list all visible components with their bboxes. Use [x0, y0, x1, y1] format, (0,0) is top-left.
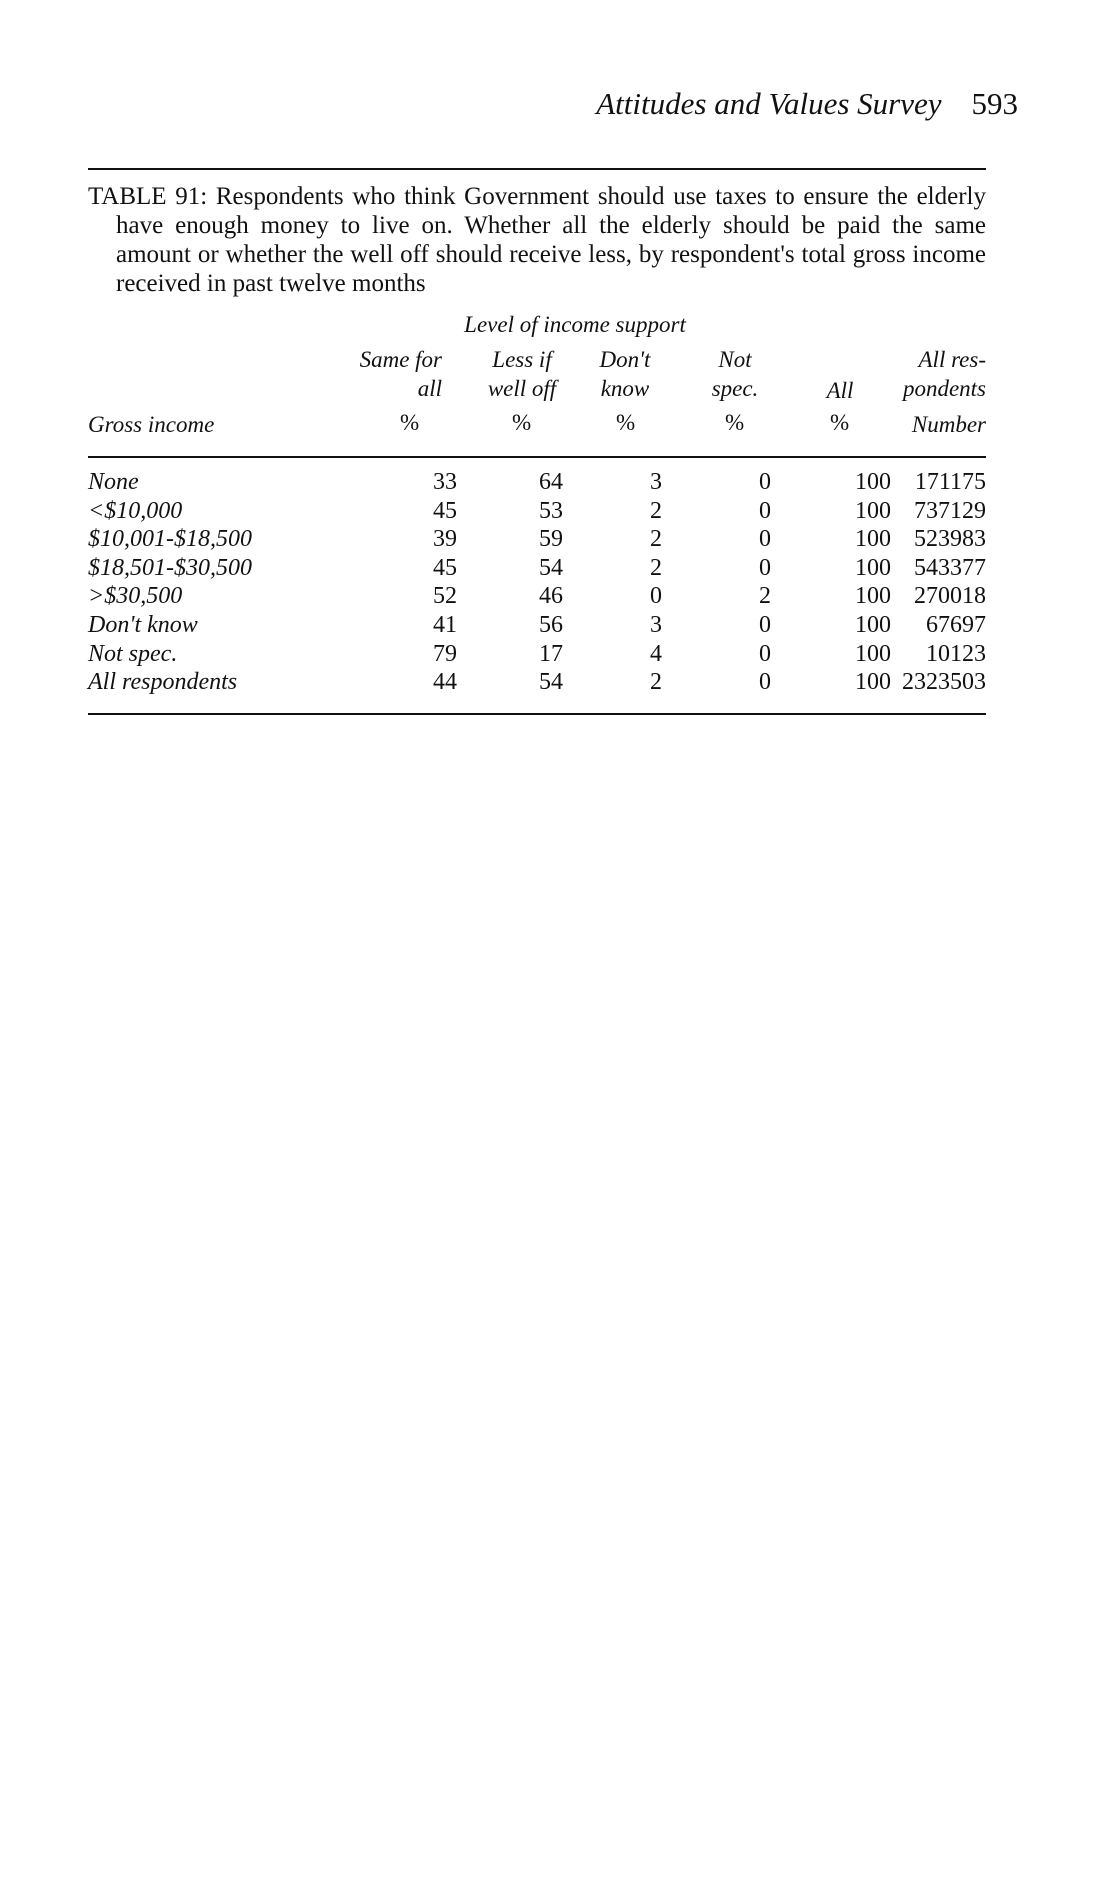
- row-label: All respondents: [88, 669, 238, 696]
- row-label: Not spec.: [88, 640, 178, 667]
- cell-all: 100: [855, 554, 891, 581]
- cell-same-for-all: 45: [433, 554, 457, 581]
- cell-number: 67697: [926, 612, 986, 638]
- cell-dont-know: 0: [650, 583, 662, 610]
- table-row: [88, 641, 986, 670]
- cell-less-if-well-off: 54: [539, 669, 563, 696]
- col-header-all: All: [826, 378, 854, 403]
- col-header-all-respondents-1: All res-: [918, 347, 986, 372]
- unit-number: Number: [911, 412, 986, 437]
- table-row: [88, 669, 986, 698]
- row-label: <$10,000: [88, 497, 183, 524]
- cell-same-for-all: 44: [433, 669, 457, 696]
- col-header-less-if-2: well off: [487, 376, 557, 401]
- cell-less-if-well-off: 64: [539, 469, 563, 495]
- cell-all: 100: [855, 526, 891, 553]
- table-row: [88, 498, 986, 527]
- cell-less-if-well-off: 46: [539, 583, 563, 610]
- table-row: [88, 555, 986, 584]
- cell-number: 523983: [914, 526, 986, 553]
- table-row: [88, 469, 986, 498]
- row-label: >$30,500: [88, 583, 183, 610]
- cell-same-for-all: 45: [433, 497, 457, 524]
- cell-number: 737129: [914, 497, 986, 524]
- cell-less-if-well-off: 53: [539, 497, 563, 524]
- row-label: None: [88, 469, 139, 495]
- row-label: $18,501-$30,500: [88, 554, 252, 581]
- cell-less-if-well-off: 56: [539, 612, 563, 638]
- col-header-same-for-all-1: Same for: [359, 347, 442, 372]
- cell-all: 100: [855, 612, 891, 638]
- stub-header-gross-income: Gross income: [88, 412, 215, 437]
- cell-number: 10123: [926, 640, 986, 667]
- unit-pct-same: %: [400, 410, 420, 435]
- row-label: Don't know: [88, 612, 198, 638]
- cell-dont-know: 2: [650, 497, 662, 524]
- col-header-not-spec-1: Not: [718, 347, 752, 372]
- cell-dont-know: 2: [650, 669, 662, 696]
- cell-dont-know: 2: [650, 526, 662, 553]
- cell-all: 100: [855, 669, 891, 696]
- cell-not-spec: 0: [759, 469, 771, 495]
- bottom-rule: [88, 713, 986, 715]
- table-caption: TABLE 91: Respondents who think Government should use taxes to ensure the elderly have enough money to live on. Whether all the elderly should be paid the same amount or whether the well off should receive less, by respondent's total gross income received in past twelve months: [88, 183, 986, 297]
- table-row: [88, 526, 986, 555]
- cell-all: 100: [855, 469, 891, 495]
- cell-not-spec: 0: [759, 640, 771, 667]
- cell-same-for-all: 33: [433, 469, 457, 495]
- running-head-title: Attitudes and Values Survey: [596, 86, 942, 121]
- col-header-same-for-all-2: all: [417, 376, 442, 401]
- cell-not-spec: 0: [759, 526, 771, 553]
- cell-less-if-well-off: 54: [539, 554, 563, 581]
- col-header-all-respondents-2: pondents: [902, 376, 986, 401]
- col-header-dont-know-2: know: [600, 376, 650, 401]
- cell-same-for-all: 39: [433, 526, 457, 553]
- cell-not-spec: 0: [759, 669, 771, 696]
- table-row: [88, 583, 986, 612]
- cell-same-for-all: 52: [433, 583, 457, 610]
- cell-all: 100: [855, 497, 891, 524]
- cell-all: 100: [855, 583, 891, 610]
- cell-number: 2323503: [902, 669, 986, 696]
- cell-number: 543377: [914, 554, 986, 581]
- col-header-dont-know-1: Don't: [599, 347, 651, 372]
- cell-not-spec: 2: [759, 583, 771, 610]
- unit-pct-all: %: [830, 410, 850, 435]
- cell-number: 270018: [914, 583, 986, 610]
- cell-dont-know: 3: [650, 612, 662, 638]
- cell-less-if-well-off: 17: [539, 640, 563, 667]
- header-rule: [88, 456, 986, 458]
- cell-same-for-all: 41: [433, 612, 457, 638]
- col-header-not-spec-2: spec.: [711, 376, 759, 401]
- cell-number: 171175: [914, 469, 986, 495]
- cell-dont-know: 4: [650, 640, 662, 667]
- page-number: 593: [971, 86, 1018, 121]
- cell-not-spec: 0: [759, 554, 771, 581]
- cell-not-spec: 0: [759, 612, 771, 638]
- spanner-heading: Level of income support: [464, 312, 686, 337]
- cell-dont-know: 3: [650, 469, 662, 495]
- cell-not-spec: 0: [759, 497, 771, 524]
- cell-all: 100: [855, 640, 891, 667]
- col-header-less-if-1: Less if: [492, 347, 552, 372]
- unit-pct-less: %: [512, 410, 532, 435]
- cell-dont-know: 2: [650, 554, 662, 581]
- top-rule: [88, 168, 986, 170]
- cell-same-for-all: 79: [433, 640, 457, 667]
- cell-less-if-well-off: 59: [539, 526, 563, 553]
- row-label: $10,001-$18,500: [88, 526, 252, 553]
- unit-pct-dk: %: [616, 410, 636, 435]
- table-row: [88, 612, 986, 641]
- running-head: [596, 86, 1018, 122]
- unit-pct-ns: %: [725, 410, 745, 435]
